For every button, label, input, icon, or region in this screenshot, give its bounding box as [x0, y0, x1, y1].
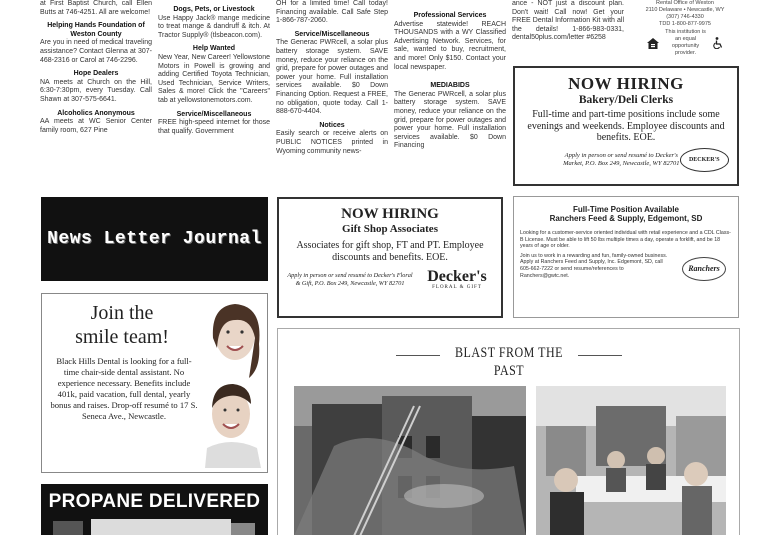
ad-title: Join the — [90, 302, 154, 324]
logo-text: Decker's — [427, 268, 487, 285]
classified-text: Are you in need of medical traveling assistance? Contact Glenna at 307-468-2316 or Carol at 746-2296. — [40, 39, 152, 64]
propane-truck-photo — [41, 517, 268, 535]
classified-heading: Dogs, Pets, or Livestock — [173, 6, 255, 13]
classified-heading: Service/Miscellaneous — [294, 30, 370, 38]
classified-text: New Year, New Career! Yellowstone Motors in Powell is growing and adding Certified Toyota Technician, Used Technician, Service Writers, Sales & more! Click the "Careers" tab at yellowstonemotors.com. — [158, 53, 270, 104]
ad-apply: Apply in person or send resumé to Decker's Market, P.O. Box 249, Newcastle, WY 82701 — [563, 151, 680, 167]
accessibility-icon — [713, 37, 724, 49]
deckers-logo — [680, 148, 729, 172]
news-letter-journal-banner — [41, 197, 268, 281]
classified-text: OH for a limited time! Call today! Financing available. Call Safe Step 1-866-787-2060. — [276, 0, 388, 25]
ad-subtitle: Bakery/Deli Clerks — [578, 94, 674, 106]
classifieds-column-4 — [394, 10, 506, 192]
ad-title: smile team! — [75, 326, 169, 348]
housing-ad-line: Rental Office of Weston — [656, 0, 714, 6]
ad-body: Join us to work in a rewarding and fun, family-owned business. Apply at Ranchers Feed and Supply, Inc. Edgemont, SD, call 605-662-7222 or send resume/references to Ranchers@gwtc.net. — [520, 252, 668, 279]
classified-text: The Generac PWRcell, a solar plus battery storage system. SAVE money, reduce your reliance on the grid, prepare for power outages and power your home. Full installation services available. $0 Down Financing — [394, 90, 506, 150]
ad-title: Full-Time Position Available — [573, 205, 679, 214]
logo-text: DECKER'S — [688, 156, 720, 163]
ad-body: Full-time and part-time positions include some evenings and weekends. Employee discounts and benefits. EOE. — [527, 109, 725, 143]
smiling-people-photo — [201, 298, 265, 468]
classified-heading: Alcoholics Anonymous — [57, 109, 135, 117]
classified-heading: Service/Miscellaneous — [176, 110, 252, 118]
classified-text: ance - NOT just a discount plan. Don't wait! Call now! Get your FREE Dental Information Kit with all the details! 1-866-983-0331, dental50plus.com/letter #6258 — [512, 0, 624, 42]
housing-ad-line: This institution is an equal opportunity provider. — [665, 29, 706, 56]
classified-text: AA meets at WC Senior Center family room, 627 Pine — [40, 118, 152, 134]
classifieds-column-2 — [158, 0, 270, 192]
classified-heading: Professional Services — [413, 12, 487, 19]
newspaper-title: News Letter Journal — [47, 229, 262, 249]
ad-apply: Apply in person or send resumé to Decker's Floral & Gift, P.O. Box 249, Newcastle, WY 82701 — [287, 271, 413, 287]
gift-shop-ad — [277, 197, 503, 318]
classified-text: The Generac PWRcell, a solar plus battery storage system. SAVE money, reduce your reliance on the grid, prepare for power outages and power your home. Full installation services available. $0 Down Financing Option. Request a FREE, no obligation, quote today. Call 1-888-670-4404. — [276, 39, 388, 116]
section-title: BLAST FROM THE PAST — [455, 344, 563, 379]
classified-text: Advertise statewide! REACH THOUSANDS with a WY Classified Advertising Network. Services, for sale, wanted to buy, recruitment, and more! Only $150. Contact your local newspaper. — [394, 20, 506, 71]
ad-body: Black Hills Dental is looking for a full-time chair-side dental assistant. No experience necessary. Benefits include 401k, paid vacation, full dental, yearly bonus and raises. Drop-off resumé to 17 S. Seneca Ave., Newcastle. — [50, 356, 198, 421]
housing-ad-line: 2110 Delaware • Newcastle, WY — [645, 7, 725, 13]
bakery-deli-ad — [513, 66, 739, 186]
classified-text: FREE high-speed internet for those that qualify. Government — [158, 119, 270, 135]
classified-text: Use Happy Jack® mange medicine to treat mange & dandruff & itch. At Tractor Supply® (tlsbeacon.com). — [158, 14, 270, 39]
propane-delivered-ad — [41, 484, 268, 535]
classifieds-column-1 — [40, 0, 152, 192]
ad-title: NOW HIRING — [568, 74, 684, 93]
classified-heading: MEDIABIDS — [430, 82, 470, 90]
ad-title: PROPANE DELIVERED — [48, 491, 261, 512]
ad-body: Associates for gift shop, FT and PT. Employee discounts and benefits. EOE. — [296, 240, 484, 263]
classified-text: at First Baptist Church, call Ellen Butts at 746-4251. All are welcome! — [40, 0, 152, 16]
classified-heading: Hope Dealers — [73, 70, 119, 78]
classified-text: NA meets at Church on the Hill, 6:30-7:30pm, every Tuesday. Call Shawn at 307-575-6641. — [40, 78, 152, 103]
logo-subtext: FLORAL & GIFT — [432, 285, 482, 290]
classifieds-column-3 — [276, 0, 388, 192]
ad-subtitle: Gift Shop Associates — [342, 223, 438, 235]
ranchers-logo — [682, 257, 726, 281]
blast-from-the-past-section — [277, 328, 740, 535]
equal-housing-icon — [647, 38, 659, 49]
classifieds-column-5 — [512, 0, 624, 62]
ad-body: Looking for a customer-service oriented individual with retail experience and a CDL Class-B License. Must be able to lift 50 lbs multiple times a day, operate a forklift, and be 18 years of age or older. — [520, 230, 731, 250]
classified-text: Easily search or receive alerts on PUBLIC NOTICES printed in Wyoming community news- — [276, 130, 388, 155]
ranchers-feed-ad — [513, 196, 739, 318]
ad-subtitle: Ranchers Feed & Supply, Edgemont, SD — [549, 214, 703, 223]
housing-ad — [630, 0, 740, 58]
housing-ad-line: (307) 746-4330 — [666, 14, 704, 20]
classified-heading: Help Wanted — [192, 45, 236, 53]
classified-heading: Notices — [319, 121, 345, 129]
dental-ad — [41, 293, 268, 473]
historic-classroom-photo — [536, 386, 726, 535]
historic-fire-photo — [294, 386, 526, 535]
classified-heading: Helping Hands Foundation of Weston County — [47, 22, 145, 38]
deckers-floral-logo — [421, 269, 493, 290]
housing-ad-line: TDD 1-800-877-9975 — [659, 21, 711, 27]
logo-text: Ranchers — [688, 264, 720, 274]
ad-title: NOW HIRING — [341, 206, 439, 222]
